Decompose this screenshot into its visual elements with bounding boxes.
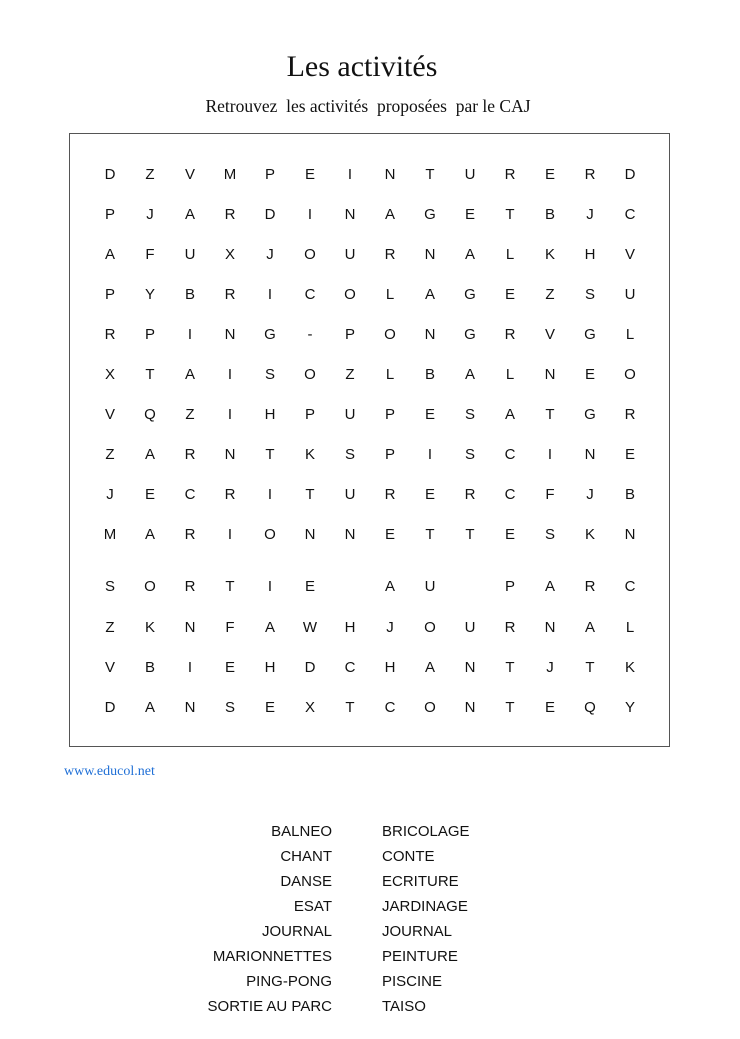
- grid-cell[interactable]: E: [544, 699, 555, 716]
- grid-cell[interactable]: C: [624, 206, 636, 223]
- grid-cell[interactable]: T: [505, 206, 515, 223]
- word-list-item: TAISO: [382, 998, 426, 1015]
- grid-cell[interactable]: I: [227, 526, 233, 543]
- grid-cell[interactable]: T: [465, 526, 475, 543]
- word-list-item: JARDINAGE: [382, 898, 468, 915]
- grid-cell[interactable]: U: [344, 246, 356, 263]
- grid-cell[interactable]: A: [184, 366, 195, 383]
- grid-cell[interactable]: G: [464, 286, 476, 303]
- grid-cell[interactable]: I: [187, 659, 193, 676]
- grid-cell[interactable]: U: [344, 406, 356, 423]
- grid-cell[interactable]: O: [624, 366, 636, 383]
- grid-cell[interactable]: X: [104, 366, 115, 383]
- grid-cell[interactable]: D: [304, 659, 316, 676]
- grid-cell[interactable]: V: [104, 406, 115, 423]
- grid-cell[interactable]: Z: [105, 619, 115, 636]
- grid-cell[interactable]: Y: [144, 286, 155, 303]
- grid-cell[interactable]: A: [264, 619, 275, 636]
- grid-cell[interactable]: J: [586, 206, 594, 223]
- grid-cell[interactable]: Z: [185, 406, 195, 423]
- grid-cell[interactable]: N: [424, 326, 436, 343]
- grid-cell[interactable]: R: [184, 526, 196, 543]
- grid-cell[interactable]: R: [504, 326, 516, 343]
- grid-cell[interactable]: A: [504, 406, 515, 423]
- grid-cell[interactable]: U: [464, 166, 476, 183]
- grid-cell[interactable]: C: [344, 659, 356, 676]
- word-list-item: ECRITURE: [382, 873, 459, 890]
- grid-cell[interactable]: C: [184, 486, 196, 503]
- grid-cell[interactable]: C: [504, 446, 516, 463]
- grid-cell[interactable]: I: [427, 446, 433, 463]
- grid-cell[interactable]: L: [625, 619, 635, 636]
- grid-cell[interactable]: N: [544, 366, 556, 383]
- grid-cell[interactable]: E: [424, 486, 435, 503]
- grid-cell[interactable]: Z: [345, 366, 355, 383]
- grid-cell[interactable]: R: [384, 486, 396, 503]
- grid-cell[interactable]: E: [304, 166, 315, 183]
- grid-cell[interactable]: J: [546, 659, 554, 676]
- grid-cell[interactable]: O: [344, 286, 356, 303]
- grid-cell[interactable]: N: [344, 526, 356, 543]
- grid-cell[interactable]: O: [304, 366, 316, 383]
- grid-cell[interactable]: K: [624, 659, 635, 676]
- grid-cell[interactable]: R: [104, 326, 116, 343]
- grid-cell[interactable]: G: [464, 326, 476, 343]
- page-title: Les activités: [286, 50, 438, 83]
- grid-cell[interactable]: L: [625, 326, 635, 343]
- grid-cell[interactable]: A: [584, 619, 595, 636]
- grid-cell[interactable]: X: [224, 246, 235, 263]
- grid-cell[interactable]: R: [224, 286, 236, 303]
- grid-cell[interactable]: J: [386, 619, 394, 636]
- grid-cell[interactable]: C: [624, 578, 636, 595]
- word-list-item: SORTIE AU PARC: [207, 998, 332, 1015]
- grid-cell[interactable]: C: [304, 286, 316, 303]
- grid-cell[interactable]: S: [464, 406, 475, 423]
- word-list-item: DANSE: [280, 873, 332, 890]
- grid-cell[interactable]: A: [424, 286, 435, 303]
- grid-cell[interactable]: T: [425, 166, 435, 183]
- grid-cell[interactable]: A: [144, 699, 155, 716]
- grid-cell[interactable]: K: [144, 619, 155, 636]
- grid-cell[interactable]: N: [544, 619, 556, 636]
- grid-cell[interactable]: H: [264, 659, 276, 676]
- word-list-item: JOURNAL: [382, 923, 453, 940]
- grid-cell[interactable]: H: [264, 406, 276, 423]
- grid-cell[interactable]: D: [264, 206, 276, 223]
- grid-cell[interactable]: J: [106, 486, 114, 503]
- grid-cell[interactable]: A: [144, 526, 155, 543]
- grid-cell[interactable]: T: [265, 446, 275, 463]
- grid-cell[interactable]: O: [384, 326, 396, 343]
- grid-cell[interactable]: K: [304, 446, 315, 463]
- grid-cell[interactable]: O: [424, 619, 436, 636]
- grid-cell[interactable]: B: [624, 486, 635, 503]
- grid-cell[interactable]: D: [104, 166, 116, 183]
- grid-cell[interactable]: N: [624, 526, 636, 543]
- grid-cell[interactable]: R: [464, 486, 476, 503]
- grid-cell[interactable]: V: [624, 246, 635, 263]
- grid-cell[interactable]: I: [267, 286, 273, 303]
- grid-cell[interactable]: S: [584, 286, 595, 303]
- grid-cell[interactable]: N: [384, 166, 396, 183]
- grid-cell[interactable]: R: [184, 446, 196, 463]
- grid-cell[interactable]: T: [225, 578, 235, 595]
- grid-cell[interactable]: N: [344, 206, 356, 223]
- grid-cell[interactable]: J: [266, 246, 274, 263]
- grid-cell[interactable]: M: [223, 166, 237, 183]
- grid-cell[interactable]: U: [184, 246, 196, 263]
- grid-cell[interactable]: J: [586, 486, 594, 503]
- grid-cell[interactable]: Z: [545, 286, 555, 303]
- word-list-item: PEINTURE: [382, 948, 458, 965]
- grid-cell[interactable]: G: [584, 406, 596, 423]
- grid-cell[interactable]: E: [624, 446, 635, 463]
- grid-cell[interactable]: N: [304, 526, 316, 543]
- grid-cell[interactable]: U: [624, 286, 636, 303]
- word-list-item: CHANT: [280, 848, 332, 865]
- grid-cell[interactable]: E: [304, 578, 315, 595]
- grid-cell[interactable]: U: [464, 619, 476, 636]
- grid-cell[interactable]: Z: [105, 446, 115, 463]
- grid-cell[interactable]: E: [424, 406, 435, 423]
- grid-cell[interactable]: Q: [584, 699, 596, 716]
- grid-cell[interactable]: P: [144, 326, 155, 343]
- word-list-item: BRICOLAGE: [382, 823, 470, 840]
- grid-cell[interactable]: S: [544, 526, 555, 543]
- grid-cell[interactable]: K: [584, 526, 595, 543]
- grid-cell[interactable]: K: [544, 246, 555, 263]
- grid-cell[interactable]: S: [104, 578, 115, 595]
- word-list-item: PISCINE: [382, 973, 443, 990]
- grid-cell[interactable]: C: [384, 699, 396, 716]
- grid-cell[interactable]: A: [464, 366, 475, 383]
- grid-cell[interactable]: P: [384, 406, 395, 423]
- grid-cell[interactable]: N: [464, 659, 476, 676]
- word-list-left: [208, 822, 332, 1022]
- grid-cell[interactable]: I: [267, 486, 273, 503]
- word-list-item: CONTE: [382, 848, 435, 865]
- grid-cell[interactable]: R: [224, 206, 236, 223]
- grid-cell[interactable]: E: [384, 526, 395, 543]
- grid-cell[interactable]: B: [144, 659, 155, 676]
- grid-cell[interactable]: B: [424, 366, 435, 383]
- grid-cell[interactable]: F: [545, 486, 555, 503]
- grid-cell[interactable]: V: [104, 659, 115, 676]
- grid-cell[interactable]: V: [184, 166, 195, 183]
- grid-cell[interactable]: G: [584, 326, 596, 343]
- grid-cell[interactable]: T: [345, 699, 355, 716]
- grid-cell[interactable]: O: [264, 526, 276, 543]
- grid-cell[interactable]: E: [504, 286, 515, 303]
- grid-cell[interactable]: J: [146, 206, 154, 223]
- grid-cell[interactable]: T: [505, 699, 515, 716]
- grid-cell[interactable]: E: [264, 699, 275, 716]
- grid-cell[interactable]: E: [464, 206, 475, 223]
- word-list-item: MARIONNETTES: [212, 948, 332, 965]
- word-list-item: ESAT: [293, 898, 332, 915]
- grid-cell[interactable]: P: [104, 286, 115, 303]
- grid-cell[interactable]: R: [504, 619, 516, 636]
- grid-cell[interactable]: L: [505, 366, 515, 383]
- page-subtitle: Retrouvez les activités proposées par le CAJ: [205, 96, 531, 116]
- grid-cell[interactable]: A: [424, 659, 435, 676]
- grid-cell[interactable]: T: [305, 486, 315, 503]
- grid-cell[interactable]: R: [624, 406, 636, 423]
- grid-cell[interactable]: D: [624, 166, 636, 183]
- grid-cell[interactable]: P: [344, 326, 355, 343]
- grid-cell[interactable]: A: [464, 246, 475, 263]
- grid-cell[interactable]: N: [424, 246, 436, 263]
- grid-cell[interactable]: L: [505, 246, 515, 263]
- grid-cell[interactable]: U: [344, 486, 356, 503]
- grid-cell[interactable]: W: [302, 619, 318, 636]
- grid-cell[interactable]: P: [304, 406, 315, 423]
- grid-cell[interactable]: S: [264, 366, 275, 383]
- grid-cell[interactable]: H: [384, 659, 396, 676]
- grid-cell[interactable]: G: [264, 326, 276, 343]
- grid-cell[interactable]: T: [145, 366, 155, 383]
- grid-cell[interactable]: F: [225, 619, 235, 636]
- word-list-item: PING-PONG: [246, 973, 332, 990]
- grid-cell[interactable]: I: [227, 366, 233, 383]
- grid-cell[interactable]: R: [184, 578, 196, 595]
- grid-cell[interactable]: P: [264, 166, 275, 183]
- grid-cell[interactable]: F: [145, 246, 155, 263]
- grid-cell[interactable]: U: [424, 578, 436, 595]
- grid-cell[interactable]: B: [184, 286, 195, 303]
- grid-cell[interactable]: R: [504, 166, 516, 183]
- grid-cell[interactable]: H: [344, 619, 356, 636]
- grid-cell[interactable]: M: [103, 526, 117, 543]
- grid-cell[interactable]: A: [384, 206, 395, 223]
- grid-cell[interactable]: V: [544, 326, 555, 343]
- grid-cell[interactable]: A: [184, 206, 195, 223]
- grid-cell[interactable]: N: [584, 446, 596, 463]
- grid-cell[interactable]: G: [424, 206, 436, 223]
- grid-cell[interactable]: N: [184, 699, 196, 716]
- word-list-item: BALNEO: [271, 823, 332, 840]
- grid-cell[interactable]: N: [464, 699, 476, 716]
- grid-cell[interactable]: T: [505, 659, 515, 676]
- grid-cell[interactable]: L: [385, 286, 395, 303]
- grid-cell[interactable]: D: [104, 699, 116, 716]
- word-search-grid: [69, 133, 670, 747]
- grid-cell[interactable]: O: [144, 578, 156, 595]
- grid-cell[interactable]: E: [544, 166, 555, 183]
- grid-cell[interactable]: Q: [144, 406, 156, 423]
- grid-cell[interactable]: E: [224, 659, 235, 676]
- grid-cell[interactable]: O: [304, 246, 316, 263]
- grid-cell[interactable]: I: [547, 446, 553, 463]
- grid-cell[interactable]: E: [504, 526, 515, 543]
- grid-cell[interactable]: S: [464, 446, 475, 463]
- grid-cell[interactable]: I: [187, 326, 193, 343]
- grid-cell[interactable]: I: [307, 206, 313, 223]
- grid-cell[interactable]: X: [304, 699, 315, 716]
- grid-cell[interactable]: I: [347, 166, 353, 183]
- grid-cell[interactable]: E: [584, 366, 595, 383]
- grid-cell[interactable]: E: [144, 486, 155, 503]
- grid-cell[interactable]: R: [584, 166, 596, 183]
- grid-cell[interactable]: -: [307, 326, 313, 343]
- grid-cell[interactable]: Y: [624, 699, 635, 716]
- grid-cell[interactable]: I: [267, 578, 273, 595]
- grid-cell[interactable]: R: [584, 578, 596, 595]
- grid-cell[interactable]: B: [544, 206, 555, 223]
- grid-cell[interactable]: P: [104, 206, 115, 223]
- grid-cell[interactable]: S: [224, 699, 235, 716]
- grid-cell[interactable]: A: [544, 578, 555, 595]
- grid-cell[interactable]: R: [224, 486, 236, 503]
- grid-cell[interactable]: S: [344, 446, 355, 463]
- grid-cell[interactable]: L: [385, 366, 395, 383]
- grid-cell[interactable]: I: [227, 406, 233, 423]
- grid-cell[interactable]: P: [504, 578, 515, 595]
- grid-cell[interactable]: T: [585, 659, 595, 676]
- grid-cell[interactable]: N: [224, 446, 236, 463]
- grid-cell[interactable]: Z: [145, 166, 155, 183]
- grid-cell[interactable]: A: [104, 246, 115, 263]
- grid-cell[interactable]: P: [384, 446, 395, 463]
- grid-cell[interactable]: C: [504, 486, 516, 503]
- grid-cell[interactable]: O: [424, 699, 436, 716]
- grid-cell[interactable]: A: [384, 578, 395, 595]
- educol-link[interactable]: www.educol.net: [64, 764, 155, 779]
- grid-cell[interactable]: H: [584, 246, 596, 263]
- grid-cell[interactable]: N: [224, 326, 236, 343]
- word-list-item: JOURNAL: [261, 923, 332, 940]
- grid-cell[interactable]: A: [144, 446, 155, 463]
- grid-cell[interactable]: T: [545, 406, 555, 423]
- grid-cell[interactable]: T: [425, 526, 435, 543]
- grid-cell[interactable]: R: [384, 246, 396, 263]
- word-list-right: [382, 822, 470, 1022]
- grid-cell[interactable]: N: [184, 619, 196, 636]
